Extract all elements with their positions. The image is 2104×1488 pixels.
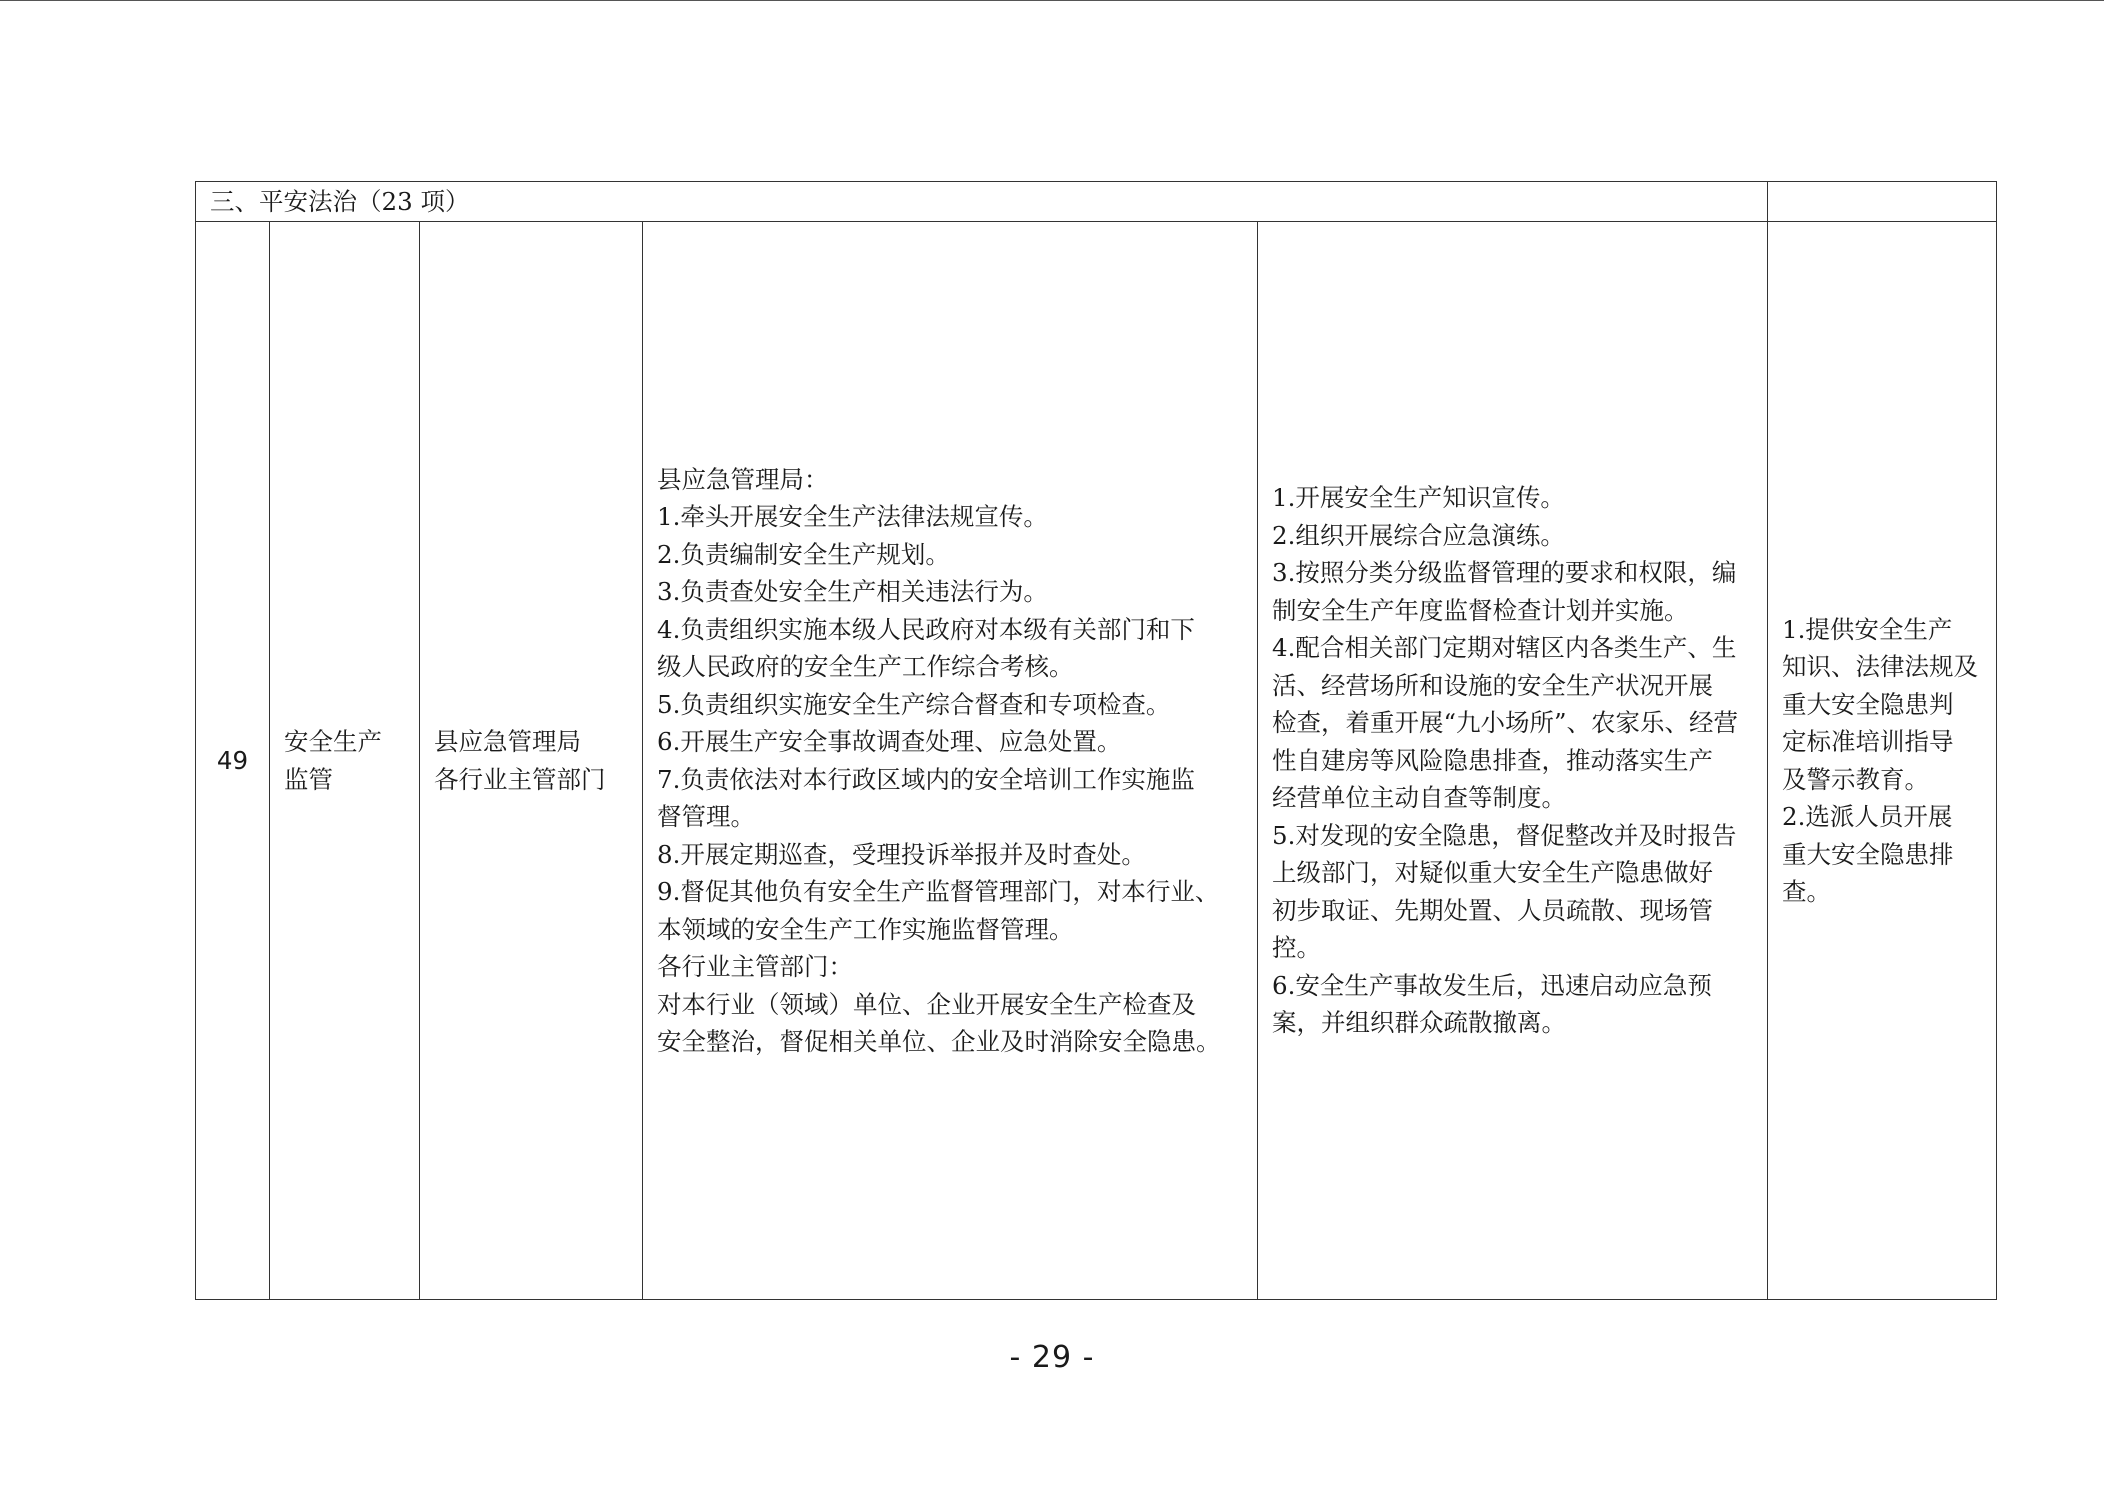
township-duty-line: 初步取证、先期处置、人员疏散、现场管 (1272, 895, 1713, 925)
township-duty-line: 检查，着重开展“九小场所”、农家乐、经营 (1272, 708, 1739, 738)
township-duty-line: 1.开展安全生产知识宣传。 (1272, 483, 1565, 513)
responsibility-table (195, 181, 1997, 1300)
category-line: 监管 (284, 764, 333, 794)
page-number: - 29 - (1009, 1340, 1095, 1375)
support-line: 及警示教育。 (1782, 764, 1930, 794)
departments-cell (420, 222, 643, 1300)
section-header-row (196, 182, 1997, 222)
township-duty-line: 控。 (1272, 933, 1321, 963)
section-header-blank-cell (1768, 182, 1997, 222)
support-line: 1.提供安全生产 (1782, 614, 1953, 644)
duty-line: 4.负责组织实施本级人民政府对本级有关部门和下 (657, 614, 1195, 644)
township-duty-line: 2.组织开展综合应急演练。 (1272, 520, 1565, 550)
duty-line: 5.负责组织实施安全生产综合督查和专项检查。 (657, 689, 1171, 719)
department-duties-cell (643, 222, 1258, 1300)
township-duty-line: 上级部门，对疑似重大安全生产隐患做好 (1272, 858, 1713, 888)
duty-line: 各行业主管部门： (657, 952, 853, 981)
department-line: 各行业主管部门 (434, 764, 606, 794)
township-duty-line: 5.对发现的安全隐患，督促整改并及时报告 (1272, 820, 1737, 850)
township-duty-line: 活、经营场所和设施的安全生产状况开展 (1272, 670, 1713, 700)
duty-line: 9.督促其他负有安全生产监督管理部门，对本行业、 (657, 877, 1220, 906)
support-line: 知识、法律法规及 (1782, 652, 1979, 681)
township-duty-line: 案，并组织群众疏散撤离。 (1272, 1008, 1566, 1038)
duty-line: 督管理。 (657, 802, 755, 831)
duty-line: 县应急管理局： (657, 464, 829, 494)
duty-line: 7.负责依法对本行政区域内的安全培训工作实施监 (657, 764, 1195, 794)
township-duty-line: 6.安全生产事故发生后，迅速启动应急预 (1272, 970, 1712, 1000)
township-duty-line: 3.按照分类分级监督管理的要求和权限，编 (1272, 558, 1737, 588)
support-duties-cell (1768, 222, 1997, 1300)
category-line: 安全生产 (284, 727, 382, 756)
township-duty-line: 性自建房等风险隐患排查，推动落实生产 (1272, 745, 1713, 775)
duty-line: 2.负责编制安全生产规划。 (657, 539, 950, 569)
support-line: 重大安全隐患判 (1782, 689, 1954, 719)
duty-line: 1.牵头开展安全生产法律法规宣传。 (657, 502, 1048, 531)
row-number: 49 (196, 222, 270, 1300)
duty-line: 3.负责查处安全生产相关违法行为。 (657, 577, 1048, 606)
duty-line: 本领域的安全生产工作实施监督管理。 (657, 914, 1074, 944)
support-line: 重大安全隐患排 (1782, 839, 1954, 869)
duty-line: 安全整治，督促相关单位、企业及时消除安全隐患。 (657, 1027, 1221, 1056)
category-cell (270, 222, 420, 1300)
support-line: 查。 (1782, 877, 1832, 906)
department-line: 县应急管理局 (434, 727, 581, 756)
duty-line: 对本行业（领域）单位、企业开展安全生产检查及 (657, 989, 1196, 1019)
township-duty-line: 4.配合相关部门定期对辖区内各类生产、生 (1272, 633, 1737, 663)
section-header: 三、平安法治（23 项） (196, 182, 1768, 222)
duty-line: 级人民政府的安全生产工作综合考核。 (657, 652, 1074, 681)
table-row (196, 222, 1997, 1300)
township-duty-line: 制安全生产年度监督检查计划并实施。 (1272, 595, 1689, 625)
township-duties-cell (1258, 222, 1768, 1300)
duty-line: 8.开展定期巡查，受理投诉举报并及时查处。 (657, 839, 1146, 869)
page-top-border (0, 0, 2104, 1)
support-line: 定标准培训指导 (1782, 727, 1954, 756)
duty-line: 6.开展生产安全事故调查处理、应急处置。 (657, 727, 1122, 756)
support-line: 2.选派人员开展 (1782, 802, 1953, 831)
township-duty-line: 经营单位主动自查等制度。 (1272, 783, 1566, 813)
